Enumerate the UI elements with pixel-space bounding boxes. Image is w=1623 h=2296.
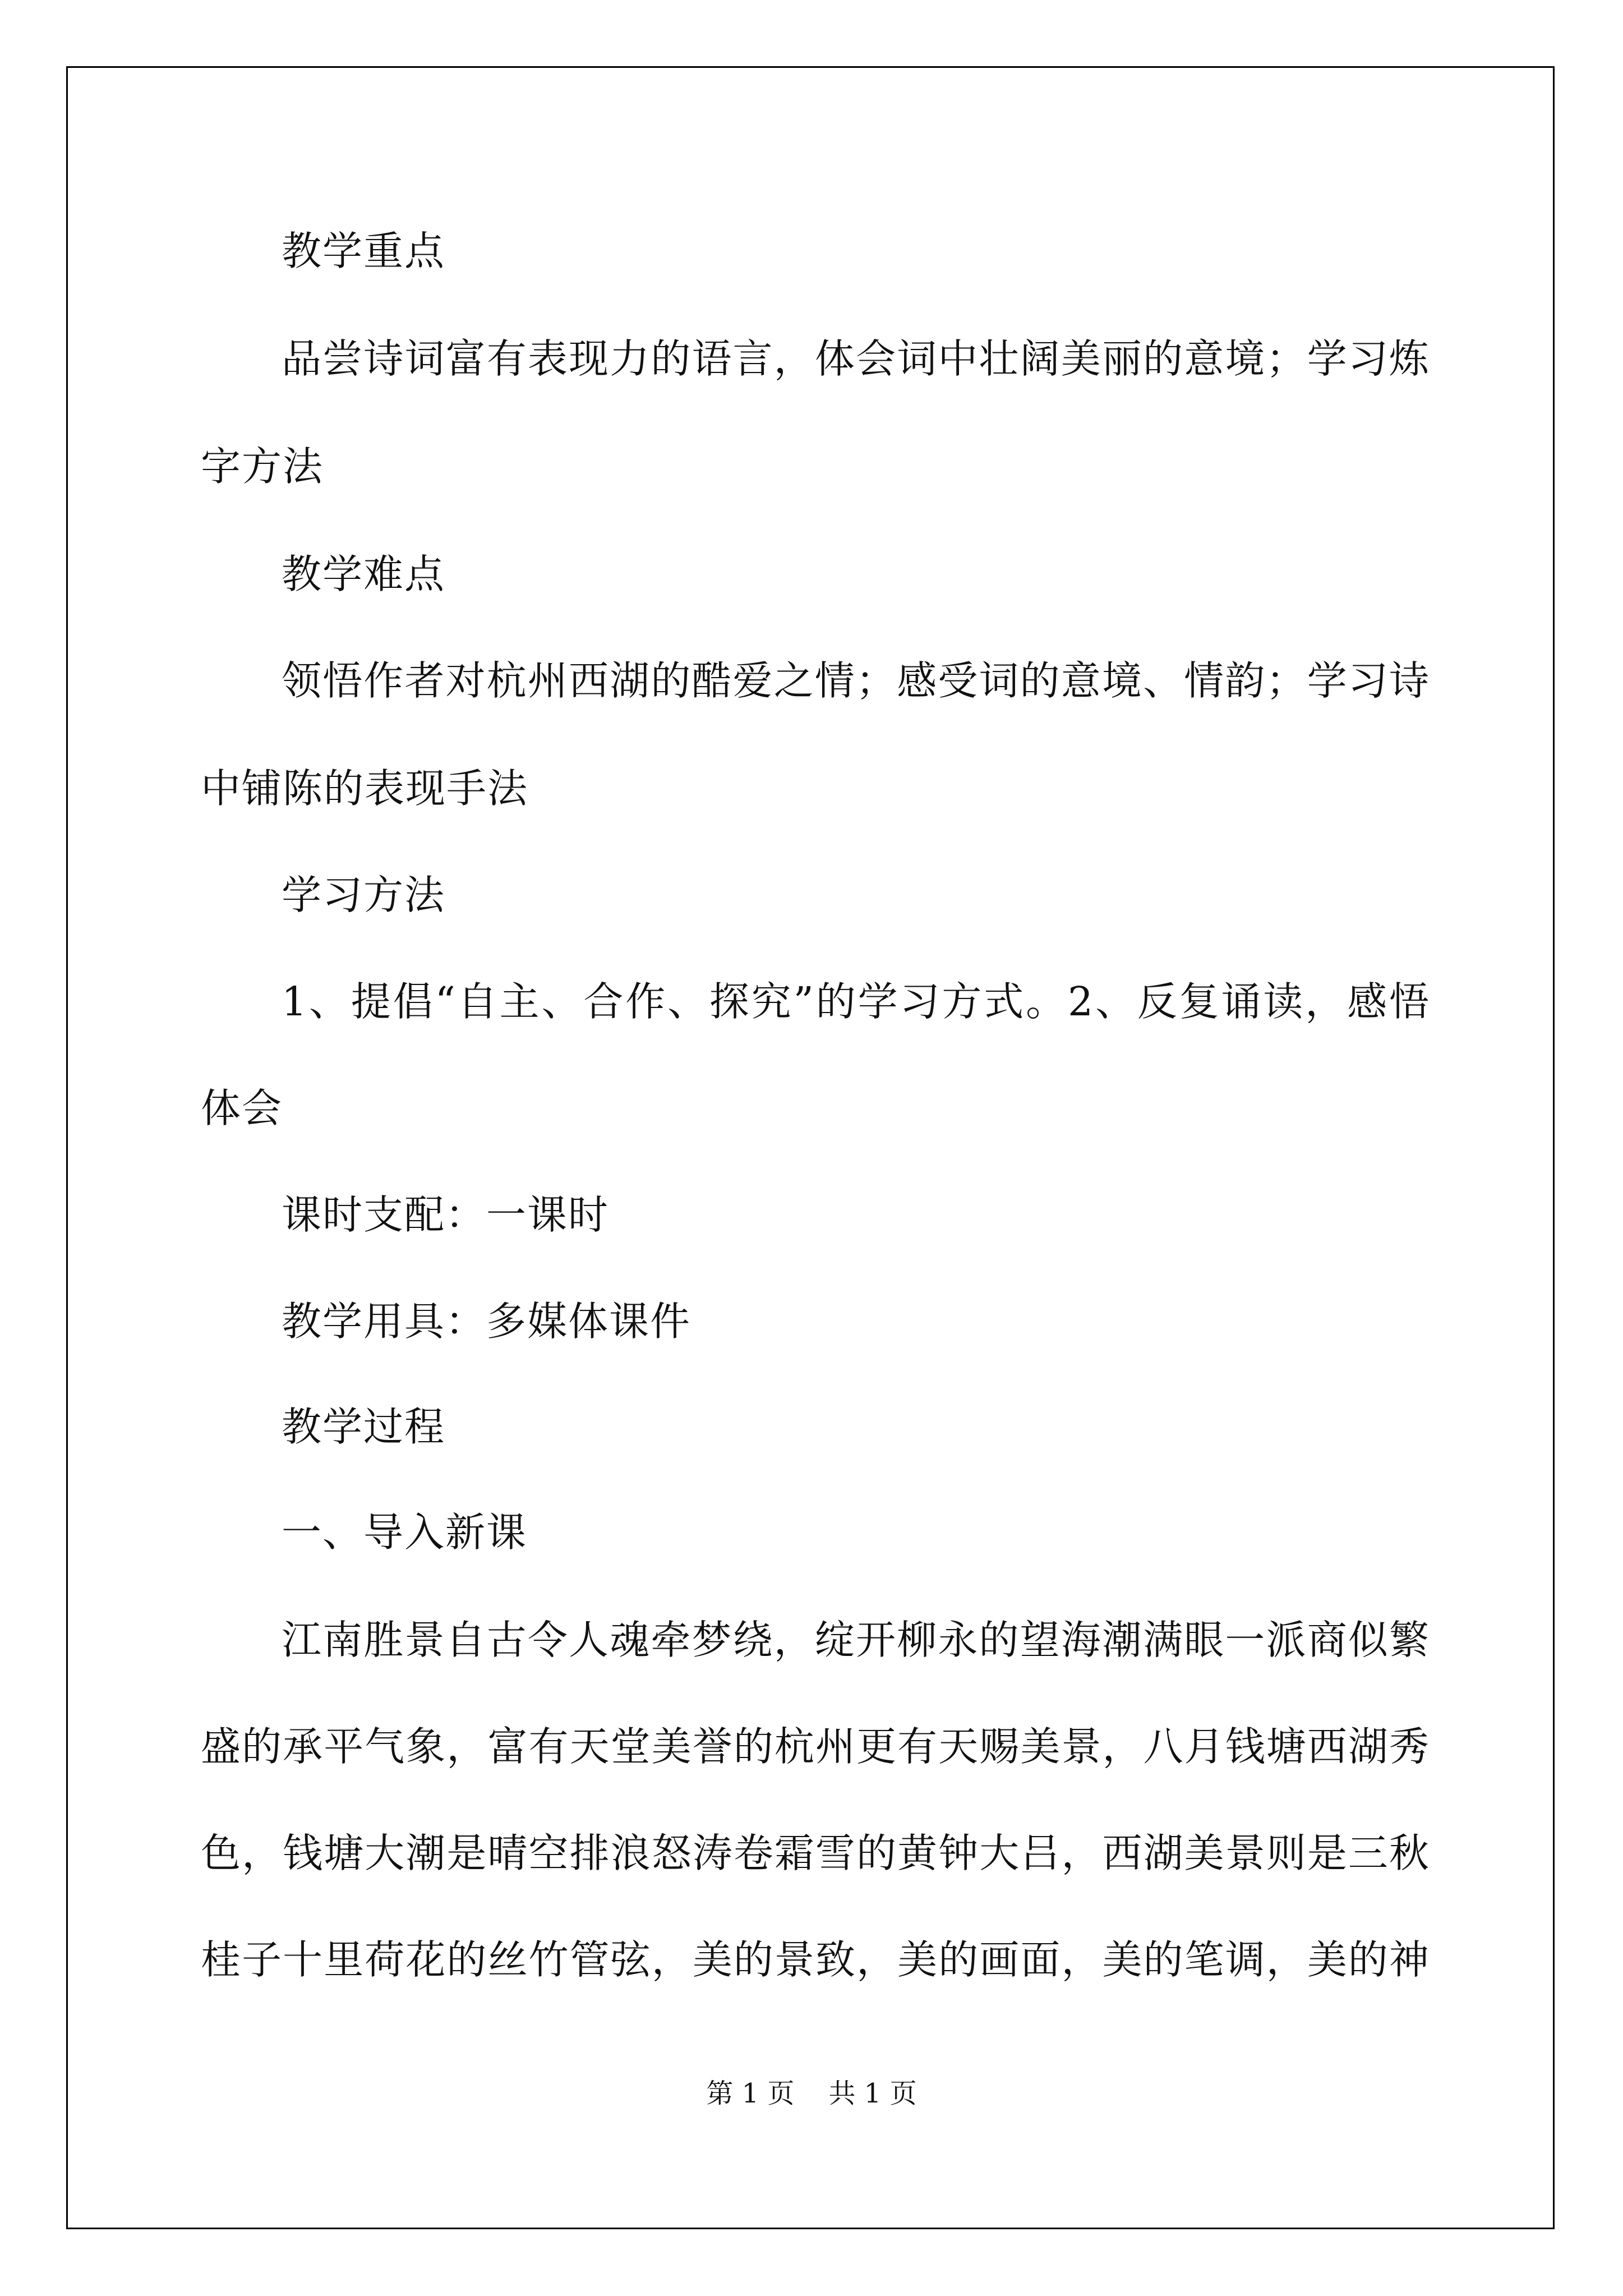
class-hours-line: 课时支配：一课时	[282, 1191, 610, 1238]
paragraph-line: 字方法	[201, 443, 324, 490]
paragraph-line: 桂子十里荷花的丝竹管弦，美的景致，美的画面，美的笔调，美的神	[201, 1936, 1429, 1983]
paragraph-line: 体会	[201, 1085, 283, 1131]
paragraph-line: 品尝诗词富有表现力的语言，体会词中壮阔美丽的意境；学习炼	[282, 335, 1429, 382]
paragraph-line: 江南胜景自古令人魂牵梦绕，绽开柳永的望海潮满眼一派商似繁	[282, 1617, 1429, 1663]
heading-teaching-focus: 教学重点	[282, 228, 446, 274]
heading-learning-method: 学习方法	[282, 872, 446, 918]
paragraph-line: 盛的承平气象，富有天堂美誉的杭州更有天赐美景，八月钱塘西湖秀	[201, 1723, 1429, 1770]
heading-teaching-process: 教学过程	[282, 1404, 446, 1450]
paragraph-line: 领悟作者对杭州西湖的酷爱之情；感受词的意境、情韵；学习诗	[282, 657, 1429, 704]
paragraph-line: 1、提倡“自主、合作、探究”的学习方式。2、反复诵读，感悟	[282, 978, 1429, 1025]
heading-teaching-difficulty: 教学难点	[282, 551, 446, 597]
teaching-tools-line: 教学用具：多媒体课件	[282, 1298, 691, 1345]
paragraph-line: 色，钱塘大潮是晴空排浪怒涛卷霜雪的黄钟大吕，西湖美景则是三秋	[201, 1830, 1429, 1876]
paragraph-line: 中铺陈的表现手法	[201, 765, 529, 812]
section-heading: 一、导入新课	[282, 1509, 528, 1556]
page-border	[66, 66, 1555, 2229]
page-number-footer: 第 1 页 共 1 页	[706, 2078, 917, 2109]
